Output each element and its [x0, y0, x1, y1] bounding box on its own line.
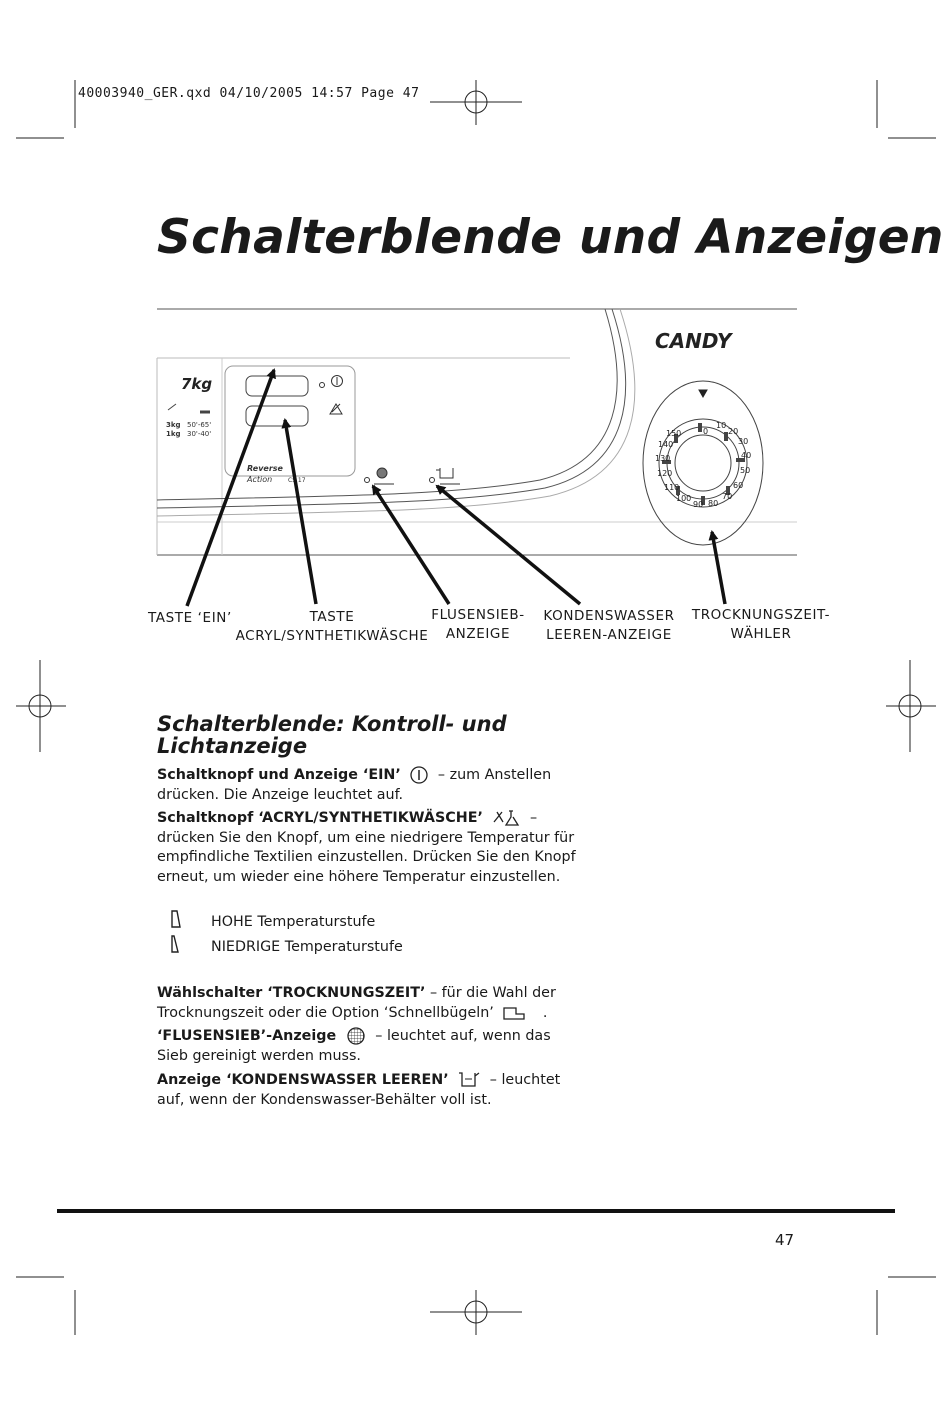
callout-flusensieb — [428, 606, 528, 644]
section-heading: Schalterblende: Kontroll- und Lichtanzeige — [157, 712, 507, 758]
dial-number: 110 — [664, 483, 680, 492]
temp-high-label: HOHE Temperaturstufe — [211, 914, 376, 930]
paragraph-ein — [157, 765, 577, 805]
water-container-icon — [457, 1070, 481, 1090]
iron-icon — [502, 1004, 528, 1022]
temp-low-label: NIEDRIGE Temperaturstufe — [211, 939, 403, 955]
paragraph-term: Wählschalter ‘TROCKNUNGSZEIT’ — [157, 985, 426, 1001]
callout-line: TROCKNUNGSZEIT- — [691, 607, 831, 623]
callout-line: KONDENSWASSER — [543, 608, 675, 624]
page-number: 47 — [775, 1231, 795, 1249]
registration-target-bottom — [430, 1290, 522, 1335]
paragraph-acryl — [157, 808, 577, 887]
dial-number: 70 — [722, 492, 733, 501]
dial-number: 0 — [703, 427, 709, 436]
action-label: Action — [247, 475, 273, 484]
lint-filter-icon — [345, 1026, 367, 1046]
dial-number: 130 — [655, 454, 671, 463]
paragraph-trocknungszeit — [157, 984, 577, 1023]
footer-rule — [57, 1209, 895, 1213]
temp-low-row — [168, 934, 403, 960]
model-label: CS 17 — [288, 477, 306, 484]
callout-line: FLUSENSIEB- — [431, 607, 525, 623]
high-temp-icon — [168, 909, 184, 929]
paragraph-term: Schaltknopf ‘ACRYL/SYNTHETIKWÄSCHE’ — [157, 810, 483, 826]
callout-arrows — [0, 0, 950, 700]
page-title: Schalterblende und Anzeigen — [157, 210, 944, 265]
dial-number: 40 — [741, 451, 752, 460]
dial-number: 30 — [738, 437, 749, 446]
capacity-label: 7kg — [181, 375, 213, 393]
callout-line: ACRYL/SYNTHETIKWÄSCHE — [235, 628, 429, 644]
paragraph-text: – leuchtet auf, wenn der Kondenswasser-Behälter voll ist. — [157, 1072, 561, 1108]
callout-taste-ein: TASTE ‘EIN’ — [148, 610, 232, 626]
spec-temp: 30'-40' — [187, 430, 212, 438]
dial-number: 140 — [658, 440, 674, 449]
reverse-label: Reverse — [247, 464, 283, 473]
paragraph-text: – leuchtet auf, wenn das Sieb gereinigt werden muss. — [157, 1028, 551, 1064]
callout-taste-acryl — [234, 608, 430, 646]
dial-number: 120 — [657, 469, 673, 478]
paragraph-flusensieb — [157, 1026, 577, 1066]
paragraph-term: Anzeige ‘KONDENSWASSER LEEREN’ — [157, 1072, 449, 1088]
dial-number: 20 — [728, 427, 739, 436]
paragraph-text: – zum Anstellen drücken. Die Anzeige leuchtet auf. — [157, 767, 552, 803]
paragraph-kondenswasser — [157, 1070, 577, 1110]
paragraph-text: . — [542, 1004, 548, 1021]
paragraph-term: Schaltknopf und Anzeige ‘EIN’ — [157, 767, 401, 783]
paragraph-text: – für die Wahl der Trocknungszeit oder die Option ‘Schnellbügeln’ — [157, 985, 556, 1021]
spec-kg: 1kg — [166, 430, 181, 438]
callout-line: WÄHLER — [730, 626, 792, 642]
spec-temp: 50'-65' — [187, 421, 212, 429]
dial-number: 90 — [693, 500, 704, 509]
power-icon — [409, 765, 429, 785]
temp-high-row — [168, 909, 375, 935]
dial-number: 60 — [733, 481, 744, 490]
paragraph-text: – drücken Sie den Knopf, um eine niedrigere Temperatur für empfindliche Textilien einzustellen. Drücken Sie den Knopf erneut, um wieder eine höhere Temperatur einzustellen. — [157, 810, 576, 885]
dial-number: 80 — [708, 499, 719, 508]
callout-line: ANZEIGE — [445, 626, 511, 642]
paragraph-term: ‘FLUSENSIEB’-Anzeige — [157, 1028, 337, 1044]
callout-line: TASTE — [309, 609, 355, 625]
dial-number: 150 — [666, 429, 682, 438]
low-temp-icon — [168, 934, 184, 954]
dial-number: 50 — [740, 466, 751, 475]
callout-line: LEEREN-ANZEIGE — [546, 627, 672, 643]
synthetic-fabric-icon — [491, 808, 521, 828]
callout-trocknungszeit — [690, 606, 832, 644]
dial-number: 10 — [716, 421, 727, 430]
print-slug: 40003940_GER.qxd 04/10/2005 14:57 Page 47 — [78, 86, 420, 101]
spec-kg: 3kg — [166, 421, 181, 429]
callout-kondenswasser — [540, 607, 678, 645]
brand-logo: CANDY — [655, 329, 732, 353]
dial-number: 100 — [676, 494, 692, 503]
